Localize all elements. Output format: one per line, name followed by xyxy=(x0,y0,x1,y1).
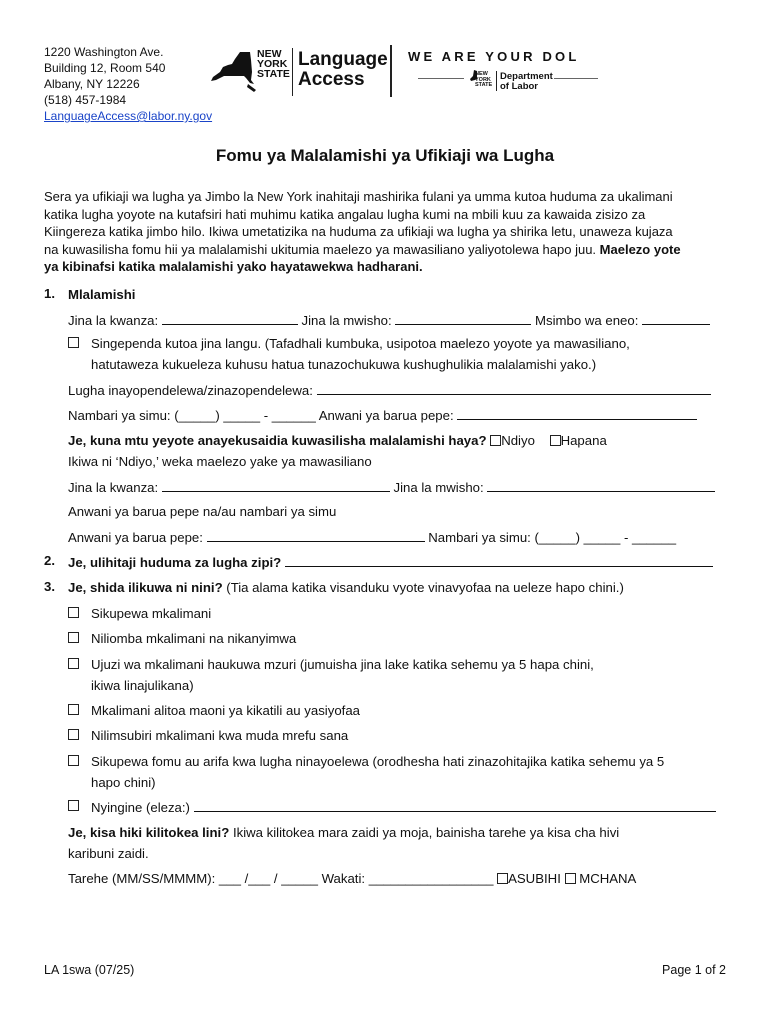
anonymous-text: Singependa kutoa jina langu. (Tafadhali kumbuka, usipotoa maelezo yoyote ya mawasiliano, xyxy=(91,336,630,351)
rule xyxy=(418,78,464,79)
phone-line: (518) 457-1984 xyxy=(44,93,127,107)
pm-checkbox[interactable] xyxy=(565,873,576,884)
helper-email-phone-row xyxy=(68,528,676,546)
logo-word: Language xyxy=(298,49,388,70)
logo-word: STATE xyxy=(257,68,290,80)
email-label: Anwani ya barua pepe: xyxy=(318,408,454,423)
dol-mini-state-text xyxy=(475,72,492,89)
option-checkbox[interactable] xyxy=(68,729,79,740)
when-row xyxy=(68,824,619,841)
form-title: Fomu ya Malalamishi ya Ufikiaji wa Lugha xyxy=(215,146,555,165)
zip-label: Msimbo wa eneo: xyxy=(535,313,639,328)
other-field[interactable] xyxy=(194,798,716,812)
intro-bold-line: ya kibinafsi katika malalamishi yako hayatawekwa hadharani. xyxy=(44,259,423,274)
address-line: Building 12, Room 540 xyxy=(44,61,166,75)
option-checkbox[interactable] xyxy=(68,704,79,715)
complainant-name-row xyxy=(68,311,710,329)
services-field[interactable] xyxy=(285,553,713,567)
when-instruction: Ikiwa kilitokea mara zaidi ya moja, bainisha tarehe ya kisa cha hivi xyxy=(232,825,620,840)
address-block xyxy=(44,44,212,124)
pm-label: MCHANA xyxy=(579,871,637,886)
intro-paragraph xyxy=(44,188,734,276)
am-label: ASUBIHI xyxy=(508,871,561,886)
logo-word: YORK xyxy=(257,58,288,70)
rule xyxy=(554,78,598,79)
first-name-label: Jina la kwanza: xyxy=(68,313,159,328)
form-code: LA 1swa (07/25) xyxy=(44,963,135,977)
services-question: Je, ulihitaji huduma za lugha zipi? xyxy=(68,555,282,570)
option-label: Mkalimani alitoa maoni ya kikatili au yasiyofaa xyxy=(91,703,360,718)
logo-word: NEW xyxy=(257,48,282,60)
option-label: Sikupewa mkalimani xyxy=(91,606,212,621)
logo-word: YORK xyxy=(475,76,491,83)
last-name-field[interactable] xyxy=(395,311,531,325)
anonymous-checkbox[interactable] xyxy=(68,337,79,348)
other-checkbox[interactable] xyxy=(68,800,79,811)
problem-instruction: (Tia alama katika visanduku vyote vinavyofaa na ueleze hapo chini.) xyxy=(226,580,624,595)
option-label: Nilimsubiri mkalimani kwa muda mrefu sana xyxy=(91,728,349,743)
email-link[interactable]: LanguageAccess@labor.ny.gov xyxy=(44,109,213,123)
helper-question: Je, kuna mtu yeyote anayekusaidia kuwasilisha malalamishi haya? xyxy=(68,433,487,448)
option-checkbox[interactable] xyxy=(68,658,79,669)
languages-row xyxy=(68,381,711,399)
page-number: Page 1 of 2 xyxy=(662,963,726,977)
phone-field[interactable]: Nambari ya simu: (_____) _____ - ______ xyxy=(68,408,316,423)
languages-field[interactable] xyxy=(317,381,711,395)
option-label-cont: ikiwa linajulikana) xyxy=(91,678,194,693)
section-number: 3. xyxy=(44,579,55,594)
logo-word: Department xyxy=(500,71,553,82)
logo-word: Access xyxy=(298,69,365,90)
section-heading: Mlalamishi xyxy=(68,287,136,302)
option-label: Sikupewa fomu au arifa kwa lugha ninayoelewa (orodhesha hati zinazohitajika katika sehemu ya 5 xyxy=(91,754,665,769)
option-label: Niliomba mkalimani na nikanyimwa xyxy=(91,631,297,646)
problem-question: Je, shida ilikuwa ni nini? xyxy=(68,580,223,595)
services-row xyxy=(68,553,713,571)
no-label: Hapana xyxy=(560,433,607,448)
when-question: Je, kisa hiki kilitokea lini? xyxy=(68,825,230,840)
option-label-cont: hapo chini) xyxy=(91,775,156,790)
date-time-row xyxy=(68,870,636,887)
we-are-your-dol-tagline: WE ARE YOUR DOL xyxy=(408,49,580,64)
helper-email-field[interactable] xyxy=(207,528,425,542)
helper-name-row xyxy=(68,478,715,496)
zip-field[interactable] xyxy=(642,311,710,325)
intro-line: katika lugha yoyote na kutafsiri hati muhimu katika angalau lugha kumi na mbili kuu za kawaida zisizo za xyxy=(44,206,646,222)
logo-divider xyxy=(292,48,293,96)
yes-checkbox[interactable] xyxy=(490,435,501,446)
intro-bold: Maelezo yote xyxy=(599,241,681,257)
email-field[interactable] xyxy=(457,406,697,420)
address-line: Albany, NY 12226 xyxy=(44,77,140,91)
section-number: 2. xyxy=(44,553,55,568)
helper-email-label: Anwani ya barua pepe: xyxy=(68,530,203,545)
intro-line: na kuwasilisha fomu hii ya malalamishi ukitumia maelezo ya mawasiliano yaliyotolewa hapo juu. xyxy=(44,241,597,257)
option-checkbox[interactable] xyxy=(68,607,79,618)
other-row xyxy=(91,798,716,816)
option-label: Ujuzi wa mkalimani haukuwa mzuri (jumuisha jina lake katika sehemu ya 5 hapa chini, xyxy=(91,657,594,672)
other-label: Nyingine (eleza:) xyxy=(91,800,190,815)
helper-question-row xyxy=(68,432,607,449)
date-time-field[interactable]: Tarehe (MM/SS/MMMM): ___ /___ / _____ Wakati: _________________ xyxy=(68,871,494,886)
helper-first-name-field[interactable] xyxy=(162,478,390,492)
yes-label: Ndiyo xyxy=(501,433,535,448)
dol-divider xyxy=(496,71,497,91)
when-instruction-cont: karibuni zaidi. xyxy=(68,846,149,861)
languages-label: Lugha inayopendelewa/zinazopendelewa: xyxy=(68,383,313,398)
phone-email-row xyxy=(68,406,697,424)
department-of-labor-logo xyxy=(500,72,553,92)
helper-phone-field[interactable]: Nambari ya simu: (_____) _____ - ______ xyxy=(428,530,677,545)
last-name-label: Jina la mwisho: xyxy=(301,313,392,328)
logo-word: of Labor xyxy=(500,81,538,92)
new-york-state-map-icon xyxy=(210,50,258,98)
header-divider xyxy=(390,45,392,97)
address-line: 1220 Washington Ave. xyxy=(44,45,164,59)
logo-word: STATE xyxy=(475,82,493,88)
option-checkbox[interactable] xyxy=(68,755,79,766)
intro-line: Sera ya ufikiaji wa lugha ya Jimbo la New York inahitaji mashirika fulani ya umma kutoa huduma za ukalimani xyxy=(44,189,673,204)
helper-first-name-label: Jina la kwanza: xyxy=(68,480,159,495)
intro-line: Kiingereza katika jimbo hilo. Ikiwa umetatizika na huduma za ufikiaji wa lugha ya shirika letu, unaweza kujaza xyxy=(44,224,673,239)
no-checkbox[interactable] xyxy=(550,435,561,446)
helper-note: Ikiwa ni ‘Ndiyo,’ weka maelezo yake ya mawasiliano xyxy=(68,454,372,469)
nys-logo-text xyxy=(257,49,290,79)
option-checkbox[interactable] xyxy=(68,632,79,643)
am-checkbox[interactable] xyxy=(497,873,508,884)
language-access-logo xyxy=(298,50,388,90)
logo-word: NEW xyxy=(475,71,488,77)
problem-question-row xyxy=(68,579,624,596)
helper-last-name-label: Jina la mwisho: xyxy=(393,480,484,495)
helper-last-name-field[interactable] xyxy=(487,478,715,492)
section-number: 1. xyxy=(44,286,55,301)
anonymous-text: hatutaweza kukueleza kuhusu hatua tunazochukuwa kushughulikia malalamishi yako.) xyxy=(91,357,597,372)
helper-contact-label: Anwani ya barua pepe na/au nambari ya simu xyxy=(68,504,337,519)
first-name-field[interactable] xyxy=(162,311,298,325)
